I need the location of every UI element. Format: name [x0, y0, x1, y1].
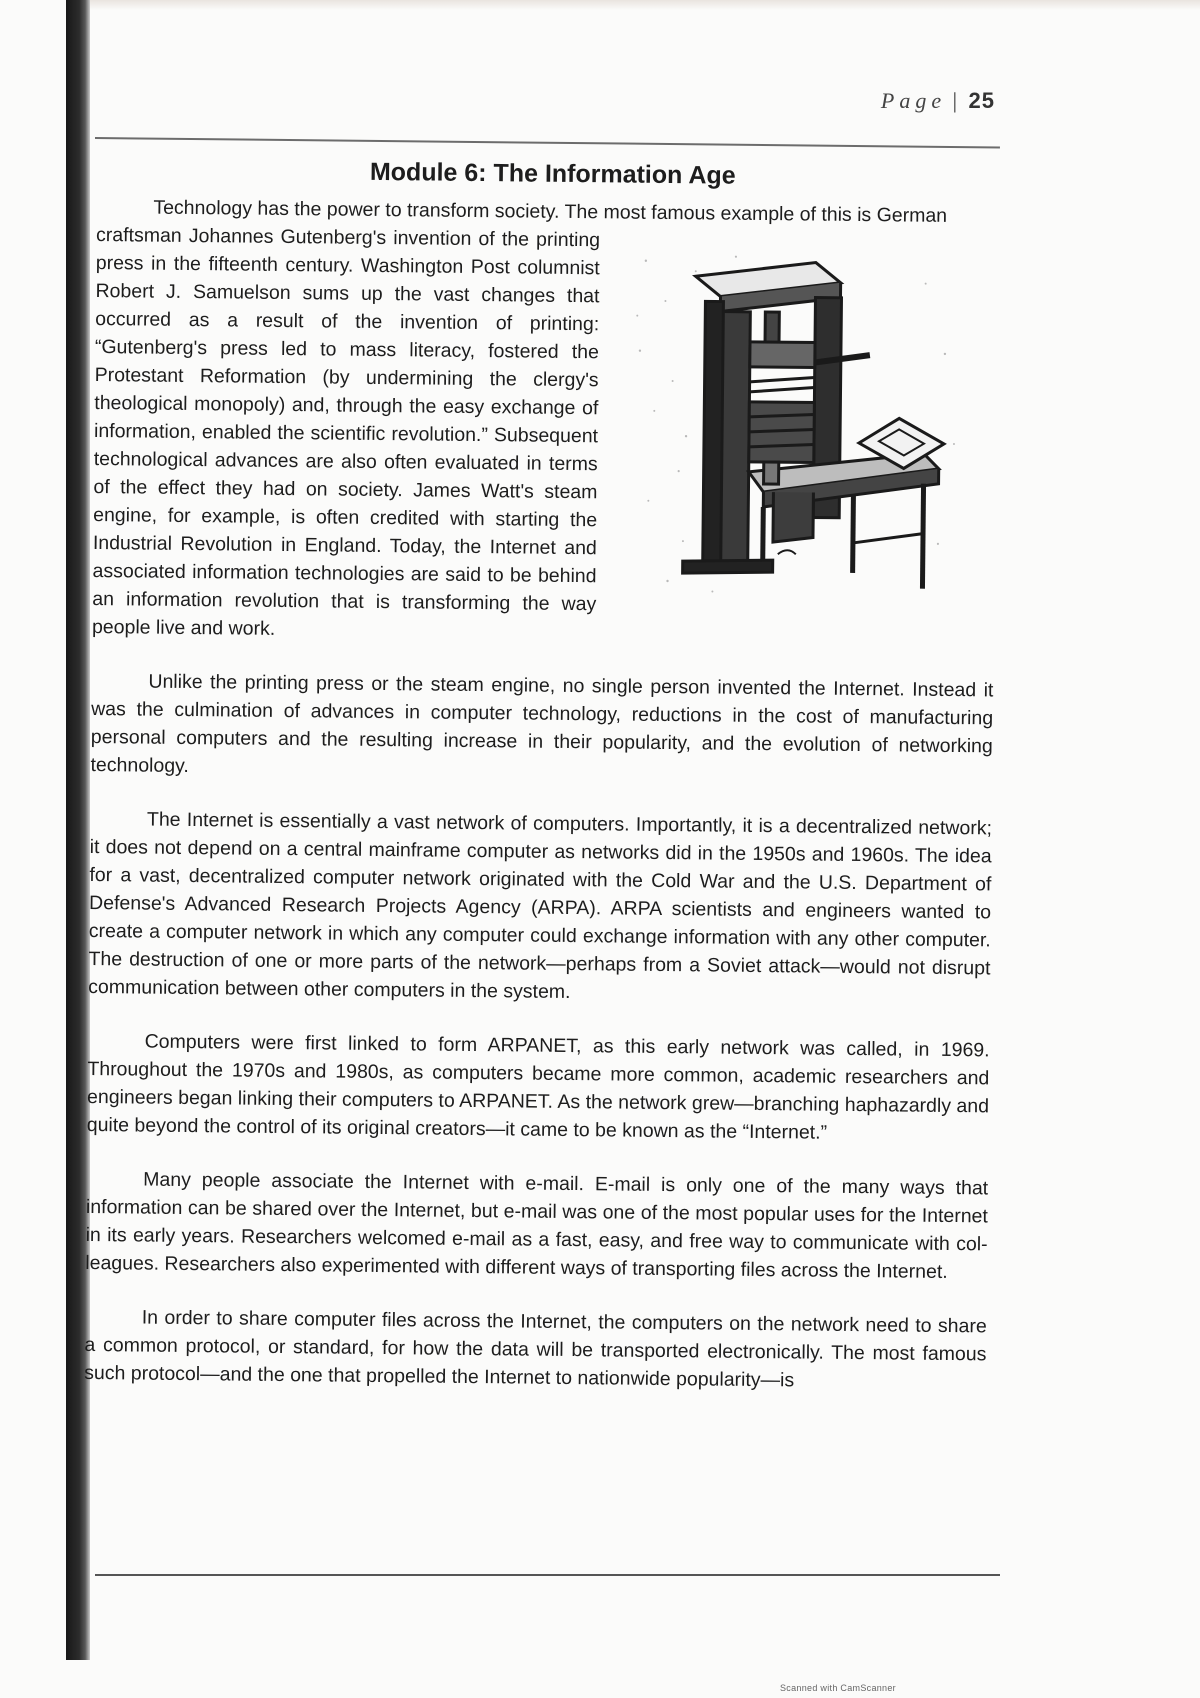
- scanner-watermark: Scanned with CamScanner: [780, 1683, 896, 1693]
- paragraph-3: The Internet is essentially a vast network of computers. Importantly, it is a decentralized network; it does not depend on a central mainframe computer as networks did in the 1950s and 1960s. The idea for a vast, decentralized computer network originated with the Cold War and the U.S. Department of Defense's Advanced Research Projects Agency (ARPA). ARPA scientists and engineers wanted to create a computer network in which any computer could exchange information with any other computer. The destruction of one or more parts of the network—perhaps from a Soviet attack—would not disrupt communication between other computers in the system.: [88, 808, 993, 1004]
- printing-press-figure: [622, 241, 976, 625]
- page-separator: |: [952, 88, 959, 113]
- header-rule: [95, 137, 1000, 148]
- page-number-header: [881, 88, 995, 114]
- paragraph-1-lead: Technology has the power to transform society. The most famous example of this is German: [153, 196, 948, 227]
- paragraph-2: Unlike the printing press or the steam engine, no single person invented the Internet. Instead it was the culmination of advances in computer technology, reductions in the cost of manufacturing personal computers and the resulting increase in their popularity, and the evolution of networking technology.: [90, 670, 994, 777]
- main-content: [84, 150, 999, 1396]
- footer-rule: [95, 1574, 1000, 1576]
- paragraph-6: In order to share computer files across the Internet, the computers on the network need to share a common protocol, or standard, for how the data will be transported electronically. The most famous such protocol—and the one that propelled the Internet to nationwide popularity—is: [84, 1306, 987, 1392]
- book-binding-shadow: [66, 0, 90, 1660]
- scan-top-edge: [90, 0, 1200, 10]
- page-number: 25: [968, 88, 995, 113]
- paragraph-4: Computers were first linked to form ARPANET, as this early network was called, in 1969. Throughout the 1970s and 1980s, as computers became more common, academic researchers and engineers began linking their computers to ARPANET. As the network grew—branching haphazardly and quite beyond the control of its original creators—it came to be known as the “Internet.”: [86, 1030, 990, 1144]
- printing-press-icon: [622, 241, 976, 625]
- module-title: Module 6: The Information Age: [369, 157, 736, 190]
- page-word: Page: [880, 88, 947, 113]
- paragraph-1-body: craftsman Johannes Gutenberg's invention of the printing press in the fifteenth century. Washington Post columnist Robert J. Samuelson sums up the vast changes that occurred as a result of the invention of printing: “Gutenberg's press led to mass literacy, fostered the Protestant Reformation (by undermining the clergy's theological monopoly) and, through the easy exchange of information, enabled the scientific revolution.” Subsequent technological advances are also often evaluated in terms of the effect they had on society. James Watt's steam engine, for example, is often credited with starting the Industrial Revolution in England. Today, the Internet and associated information technologies are said to be behind an information revolution that is transforming the way people live and work.: [91, 223, 601, 640]
- paragraph-1-with-figure: [92, 221, 998, 650]
- paragraph-5: Many people associate the Internet with e-mail. E-mail is only one of the many ways that information can be shared over the Internet, but e-mail was one of the most popular uses for the Internet in its early years. Researchers welcomed e-mail as a fast, easy, and free way to communicate with col- leagues. Researchers also experimented with different ways of transporting files across the Internet.: [85, 1168, 989, 1283]
